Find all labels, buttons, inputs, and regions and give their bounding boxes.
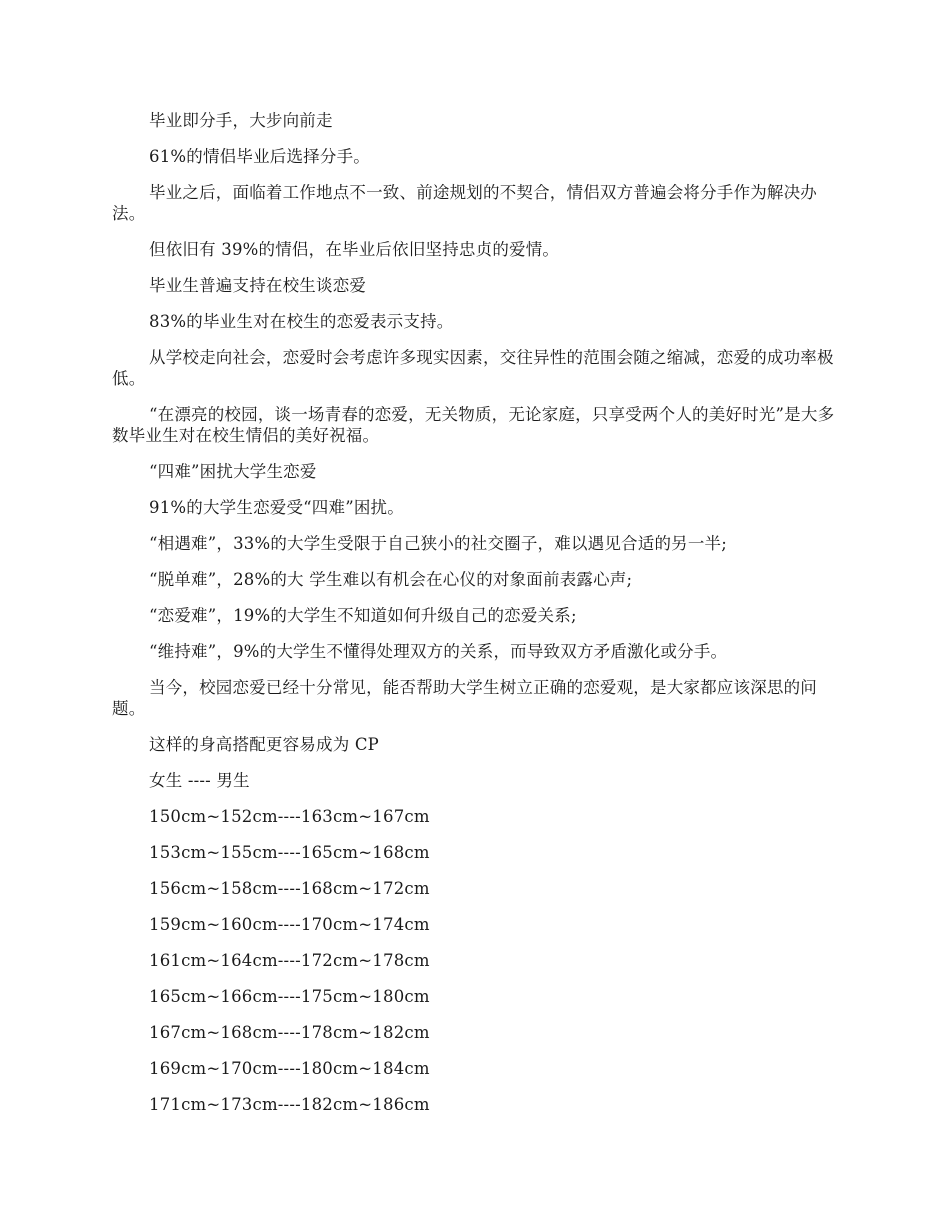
height-table-header: 女生 ---- 男生 xyxy=(149,771,250,790)
height-row: 159cm~160cm----170cm~174cm xyxy=(149,915,430,934)
height-row: 156cm~158cm----168cm~172cm xyxy=(149,879,430,898)
paragraph: 从学校走向社会，恋爱时会考虑许多现实因素，交往异性的范围会随之缩减，恋爱的成功率极低。 xyxy=(112,348,834,388)
height-row: 167cm~168cm----178cm~182cm xyxy=(149,1023,430,1042)
height-row: 161cm~164cm----172cm~178cm xyxy=(149,951,430,970)
height-row: 169cm~170cm----180cm~184cm xyxy=(149,1059,430,1078)
list-item: “恋爱难”，19%的大学生不知道如何升级自己的恋爱关系; xyxy=(149,606,577,625)
section-heading-graduates-support: 毕业生普遍支持在校生谈恋爱 xyxy=(149,276,367,295)
section-heading-graduation-breakup: 毕业即分手，大步向前走 xyxy=(149,111,333,130)
paragraph: 61%的情侣毕业后选择分手。 xyxy=(149,147,370,166)
height-row: 171cm~173cm----182cm~186cm xyxy=(149,1095,430,1114)
list-item: “脱单难”，28%的大 学生难以有机会在心仪的对象面前表露心声; xyxy=(149,570,633,589)
document-body xyxy=(112,110,840,1115)
paragraph: 但依旧有 39%的情侣，在毕业后依旧坚持忠贞的爱情。 xyxy=(149,240,560,259)
height-row: 165cm~166cm----175cm~180cm xyxy=(149,987,430,1006)
list-item: “维持难”，9%的大学生不懂得处理双方的关系，而导致双方矛盾激化或分手。 xyxy=(149,642,728,661)
list-item: “相遇难”，33%的大学生受限于自己狭小的社交圈子，难以遇见合适的另一半; xyxy=(149,534,728,553)
paragraph: 毕业之后，面临着工作地点不一致、前途规划的不契合，情侣双方普遍会将分手作为解决办法。 xyxy=(112,183,817,223)
height-row: 153cm~155cm----165cm~168cm xyxy=(149,843,430,862)
section-heading-height-match: 这样的身高搭配更容易成为 CP xyxy=(149,735,379,754)
paragraph: 91%的大学生恋爱受“四难”困扰。 xyxy=(149,498,404,517)
paragraph: 当今，校园恋爱已经十分常见，能否帮助大学生树立正确的恋爱观，是大家都应该深思的问题。 xyxy=(112,678,817,718)
section-heading-four-difficulties: “四难”困扰大学生恋爱 xyxy=(149,462,317,481)
paragraph: 83%的毕业生对在校生的恋爱表示支持。 xyxy=(149,312,454,331)
height-row: 150cm~152cm----163cm~167cm xyxy=(149,807,430,826)
paragraph: “在漂亮的校园，谈一场青春的恋爱，无关物质，无论家庭，只享受两个人的美好时光”是大多数毕业生对在校生情侣的美好祝福。 xyxy=(112,405,835,445)
